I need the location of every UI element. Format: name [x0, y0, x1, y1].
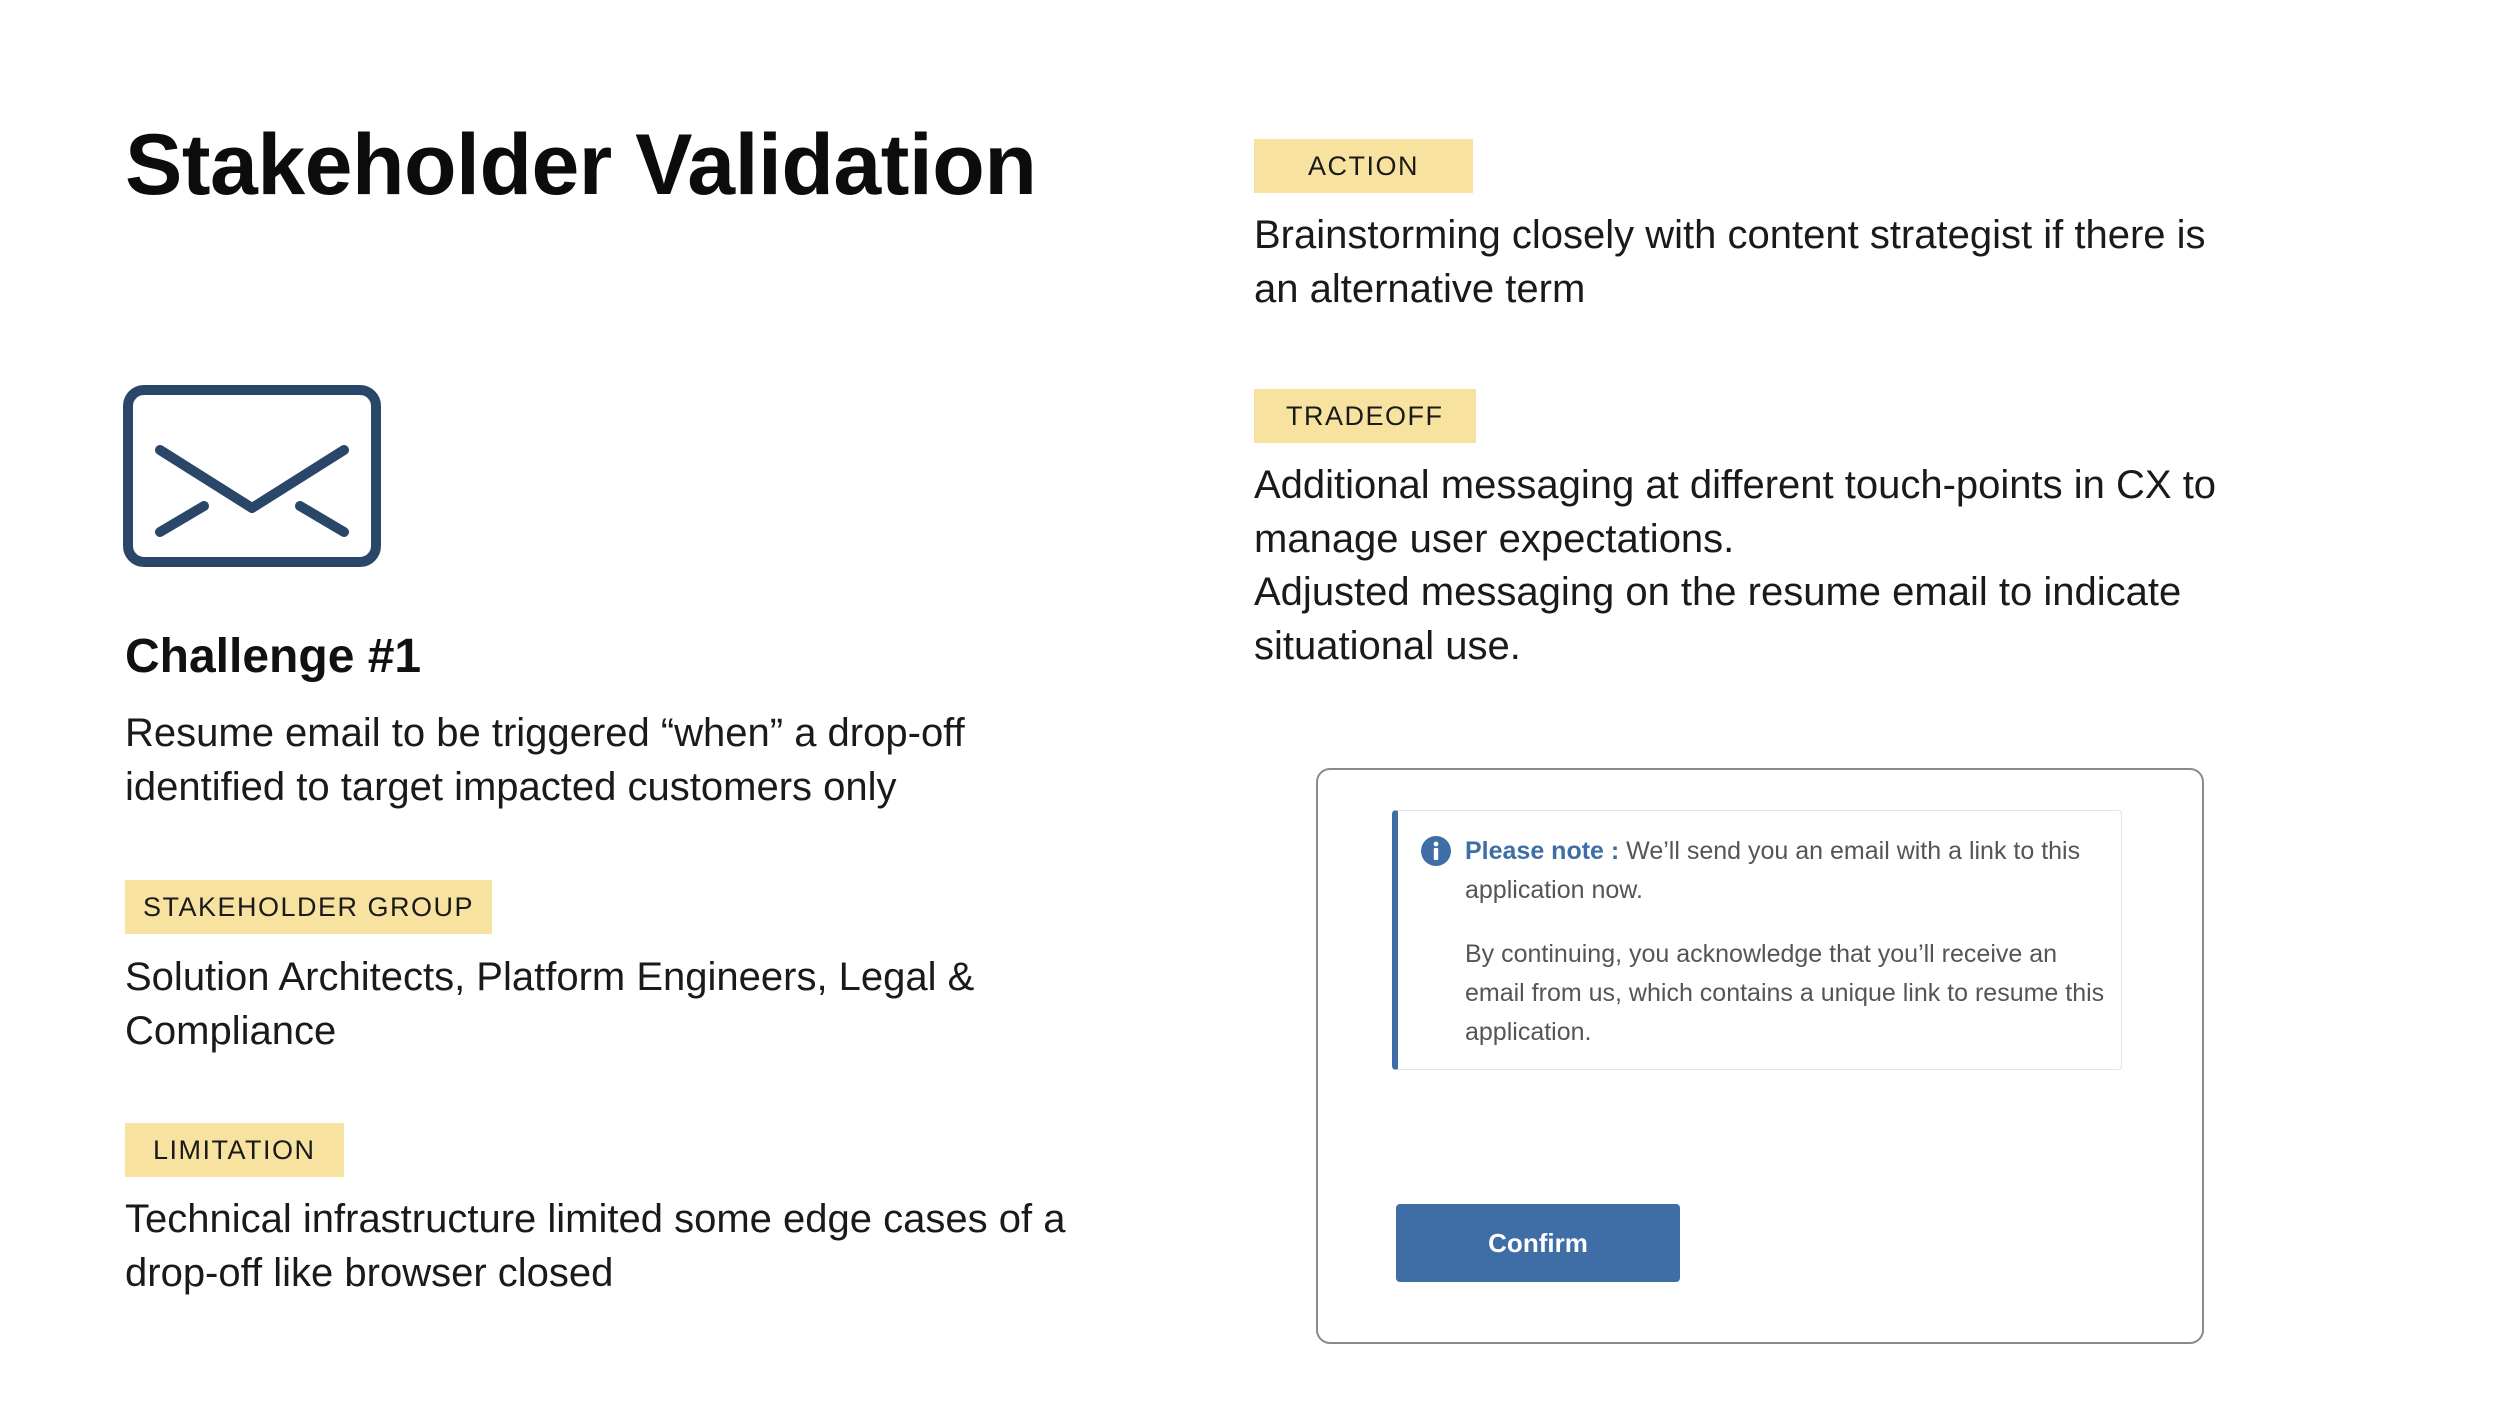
note-label: Please note :	[1465, 837, 1620, 865]
note-text: We’ll send you an email with a link to this application now.	[1465, 837, 2081, 904]
note-body: By continuing, you acknowledge that you’ll receive an email from us, which contains a unique link to resume this application.	[1465, 940, 2105, 1046]
challenge-description: Resume email to be triggered “when” a drop-off identified to target impacted customers only	[125, 711, 965, 809]
info-icon	[1420, 835, 1452, 867]
action-text: Brainstorming closely with content strategist if there is an alternative term	[1254, 213, 2206, 311]
confirm-button[interactable]: Confirm	[1396, 1204, 1680, 1282]
tradeoff-text-2: Adjusted messaging on the resume email to indicate situational use.	[1254, 570, 2182, 668]
stakeholder-group-tag: STAKEHOLDER GROUP	[125, 880, 492, 934]
page-title: Stakeholder Validation	[125, 117, 1037, 213]
limitation-tag: LIMITATION	[125, 1123, 344, 1177]
tradeoff-tag: TRADEOFF	[1254, 389, 1476, 443]
note-intro	[1465, 832, 2105, 910]
challenge-title: Challenge #1	[125, 630, 422, 683]
limitation-text: Technical infrastructure limited some edge cases of a drop-off like browser closed	[125, 1197, 1066, 1295]
tradeoff-text-1: Additional messaging at different touch-points in CX to manage user expectations.	[1254, 463, 2217, 561]
stakeholder-group-text: Solution Architects, Platform Engineers, Legal & Compliance	[125, 955, 975, 1053]
action-tag: ACTION	[1254, 139, 1473, 193]
envelope-icon	[122, 384, 382, 568]
